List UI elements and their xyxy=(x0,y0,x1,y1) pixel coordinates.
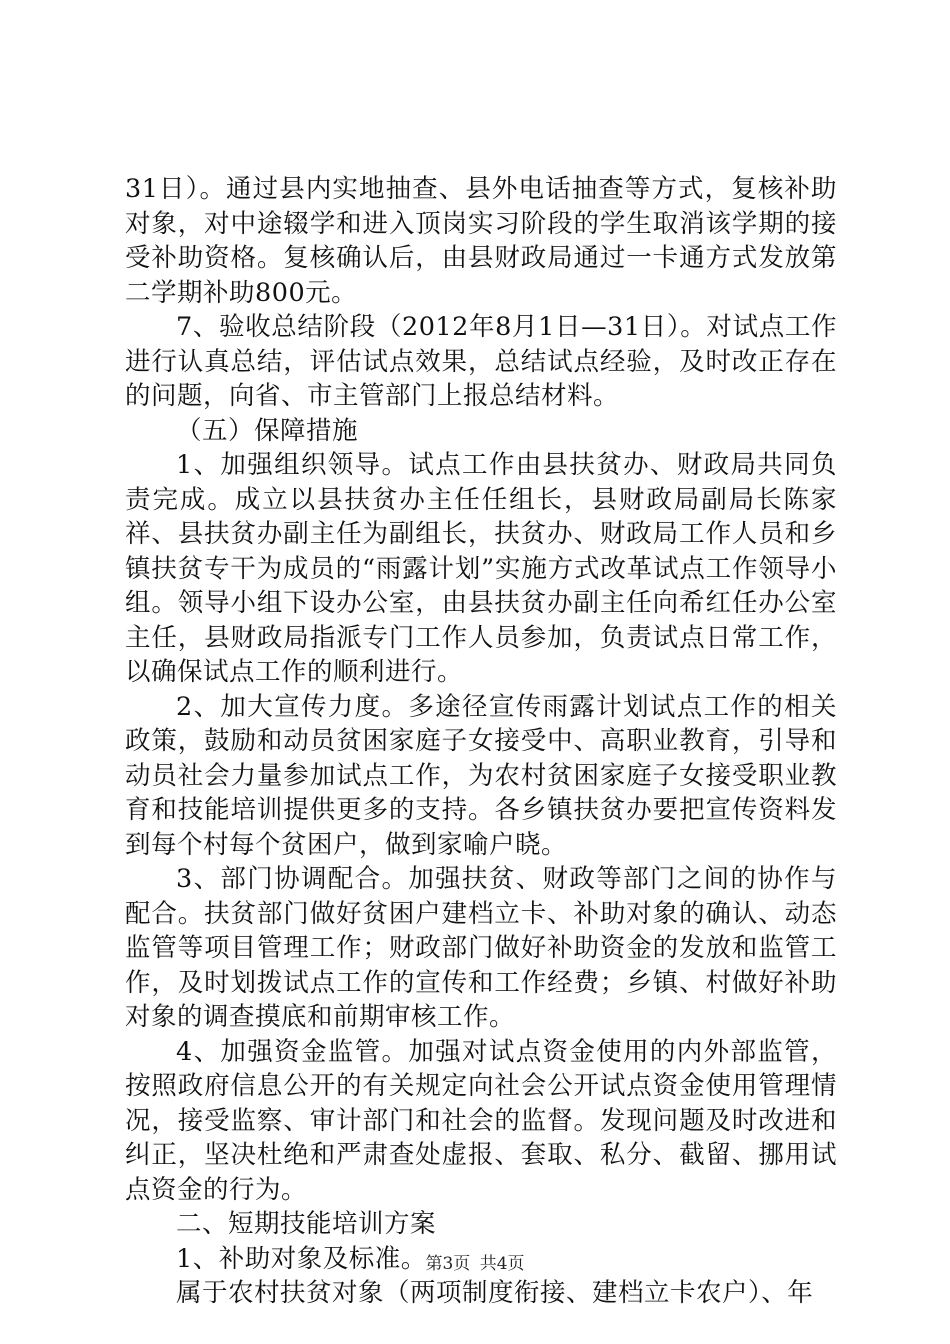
paragraph-eligibility: 属于农村扶贫对象（两项制度衔接、建档立卡农户）、年 xyxy=(176,1278,814,1308)
section-heading-safeguards: （五）保障措施 xyxy=(176,415,359,446)
page-number: 第3页 xyxy=(425,1254,471,1274)
subheading-subsidy: 1、补助对象及标准。 xyxy=(176,1243,427,1274)
page-footer xyxy=(0,1253,950,1275)
paragraph-2: 7、验收总结阶段（2012年8月1日—31日）。对试点工作进行认真总结，评估试点效果，总结试点经验，及时改正存在的问题，向省、市主管部门上报总结材料。 xyxy=(125,312,837,411)
paragraph-publicity: 2、加大宣传力度。多途径宣传雨露计划试点工作的相关政策，鼓励和动员贫困家庭子女接受中、高职业教育，引导和动员社会力量参加试点工作，为农村贫困家庭子女接受职业教育和技能培训提供更多的支持。各乡镇扶贫办要把宣传资料发到每个村每个贫困户，做到家喻户晓。 xyxy=(125,691,837,860)
section-heading-training: 二、短期技能培训方案 xyxy=(176,1209,437,1239)
paragraph-organization: 1、加强组织领导。试点工作由县扶贫办、财政局共同负责完成。成立以县扶贫办主任任组长，县财政局副局长陈家祥、县扶贫办副主任为副组长，扶贫办、财政局工作人员和乡镇扶贫专干为成员的“雨露计划”实施方式改革试点工作领导小组。领导小组下设办公室，由县扶贫办副主任向希红任办公室主任，县财政局指派专门工作人员参加，负责试点日常工作，以确保试点工作的顺利进行。 xyxy=(125,450,837,687)
paragraph-1: 31日）。通过县内实地抽查、县外电话抽查等方式，复核补助对象，对中途辍学和进入顶岗实习阶段的学生取消该学期的接受补助资格。复核确认后，由县财政局通过一卡通方式发放第二学期补助800元。 xyxy=(125,174,837,308)
paragraph-supervision: 4、加强资金监管。加强对试点资金使用的内外部监管，按照政府信息公开的有关规定向社会公开试点资金使用管理情况，接受监察、审计部门和社会的监督。发现问题及时改进和纠正，坚决杜绝和严肃查处虚报、套取、私分、截留、挪用试点资金的行为。 xyxy=(125,1036,837,1205)
paragraph-coordination: 3、部门协调配合。加强扶贫、财政等部门之间的协作与配合。扶贫部门做好贫困户建档立卡、补助对象的确认、动态监管等项目管理工作；财政部门做好补助资金的发放和监管工作，及时划拨试点工作的宣传和工作经费；乡镇、村做好补助对象的调查摸底和前期审核工作。 xyxy=(125,864,837,1032)
page-total: 共4页 xyxy=(479,1254,525,1274)
document-body xyxy=(125,172,837,1311)
